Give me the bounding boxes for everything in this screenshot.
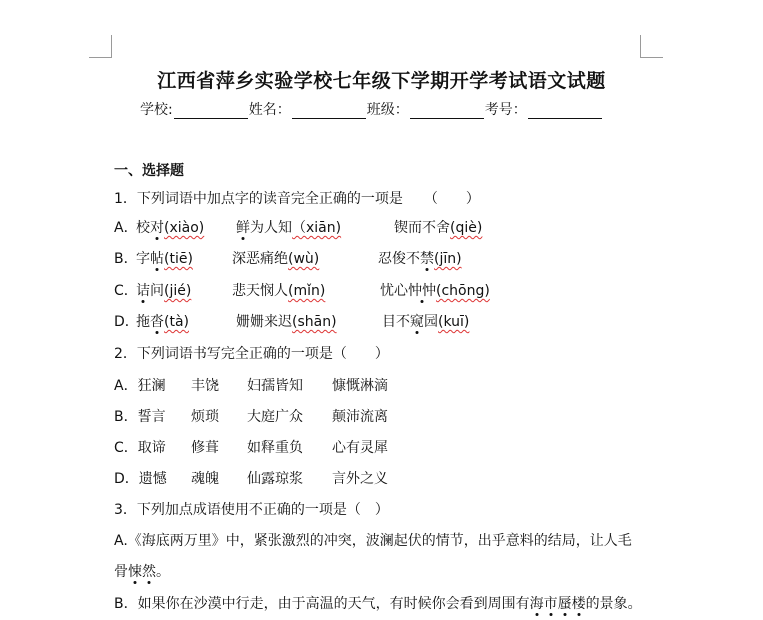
question-3-option-a-line1: A.《海底两万里》中，紧张激烈的冲突，波澜起伏的情节，出乎意料的结局，让人毛 — [114, 533, 632, 549]
page-corner-mark — [89, 35, 112, 58]
question-3-option-a-line2: 骨悚然。 — [114, 564, 170, 580]
document-page: 江西省萍乡实验学校七年级下学期开学考试语文试题 学校: 姓名： 班级： 考号： 一、选择题 1．下列词语中加点字的读音完全正确的一项是 （ ） A． 校对(xiào) 鲜为人知（xiān) 锲而不舍(qiè) B． 字帖(tiē) 深恶痛绝(wù) 忍俊不禁(jīn) C． 诘问(jié) 悲天悯人(mǐn) 忧心忡忡(chōng) D． 拖沓(tà) 姗姗来迟(shān) 目不窥园(kuī) 2．下列词语书写完全正确的一项是（ ） A．狂澜 丰饶 妇孺皆知 慷慨淋滴 B．誓言 烦琐 大庭广众 颠沛流离 C．取谛 修葺 如释重负 心有灵犀 D．遗憾 魂魄 仙露琼浆 言外之义 3．下列加点成语使用不正确的一项是（ ） A.《海底两万里》中，紧张激烈的冲突，波澜起伏的情节，出乎意料的结局，让人毛 骨悚然。 B．如果你在沙漠中行走，由于高温的天气，有时候你会看到周围有海市蜃楼的景象。 — [0, 0, 763, 620]
id-blank[interactable] — [528, 103, 602, 119]
question-1-stem: 1．下列词语中加点字的读音完全正确的一项是 （ ） — [114, 191, 480, 207]
dotted-idiom — [530, 596, 586, 612]
emphasis-char: 楼 — [571, 596, 586, 612]
section-heading: 一、选择题 — [114, 163, 184, 179]
school-label: 学校: — [140, 102, 173, 118]
emphasis-char: 市 — [543, 596, 558, 612]
question-3-stem: 3．下列加点成语使用不正确的一项是（ ） — [114, 502, 389, 518]
question-2-stem: 2．下列词语书写完全正确的一项是（ ） — [114, 346, 389, 362]
student-info-line — [140, 99, 603, 119]
name-label: 姓名： — [248, 102, 291, 118]
emphasis-char: 然 — [142, 564, 156, 580]
page-title: 江西省萍乡实验学校七年级下学期开学考试语文试题 — [157, 70, 606, 92]
question-3-option-b: B．如果你在沙漠中行走，由于高温的天气，有时候你会看到周围有海市蜃楼的景象。 — [114, 596, 642, 612]
emphasis-char: 悚 — [128, 564, 142, 580]
school-blank[interactable] — [174, 103, 248, 119]
name-blank[interactable] — [292, 103, 366, 119]
class-blank[interactable] — [410, 103, 484, 119]
class-label: 班级： — [366, 102, 409, 118]
page-corner-mark — [640, 35, 663, 58]
emphasis-char: 蜃 — [557, 596, 572, 612]
dotted-idiom — [128, 564, 156, 580]
emphasis-char: 海 — [529, 596, 544, 612]
id-label: 考号： — [484, 102, 527, 118]
